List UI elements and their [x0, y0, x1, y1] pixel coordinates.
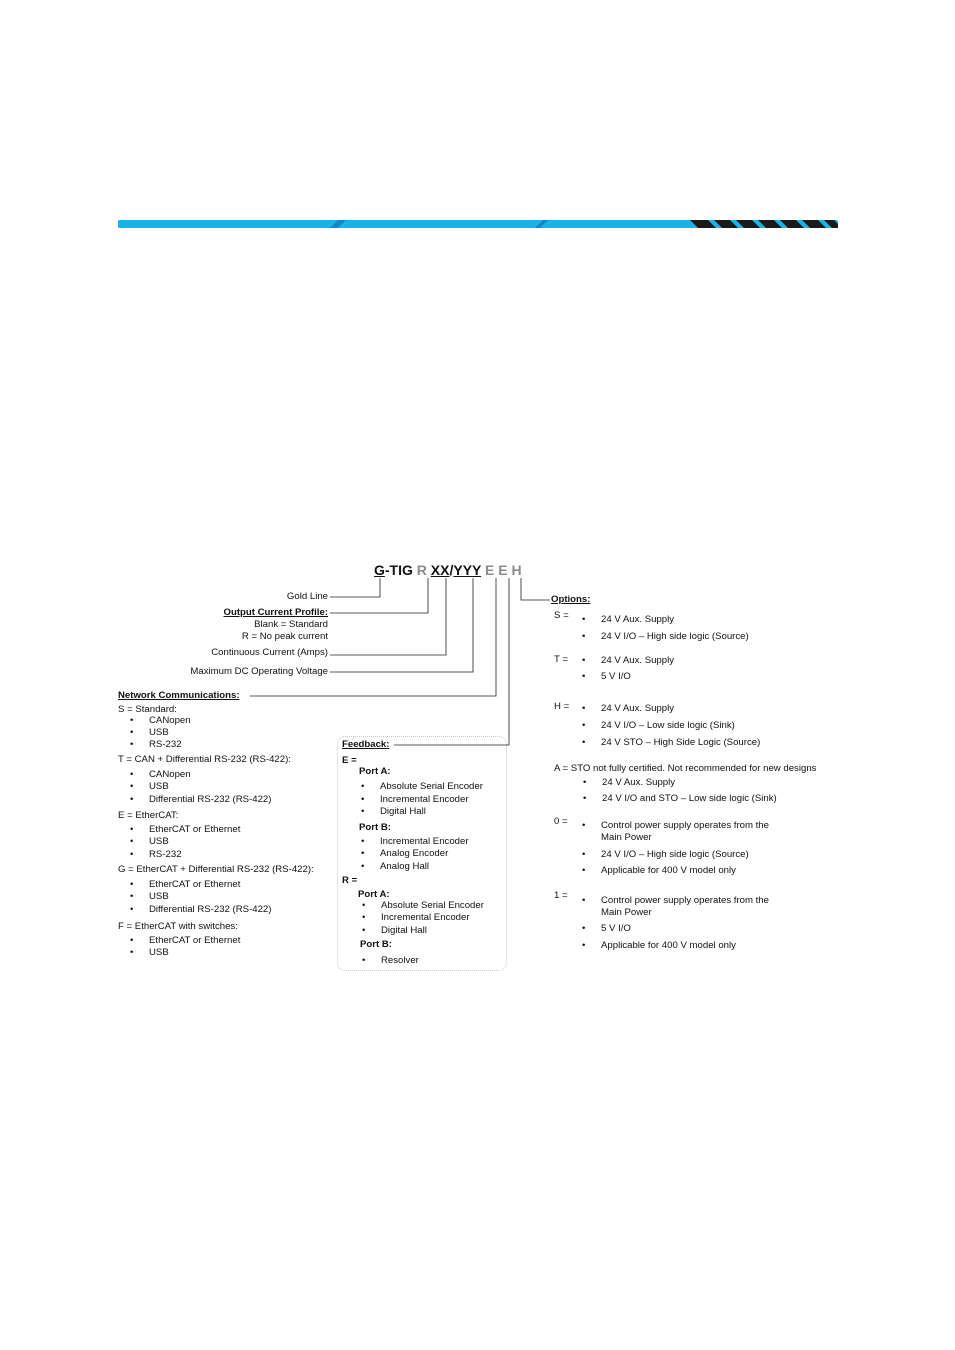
code-slash: /: [449, 562, 454, 578]
option-s-label: S =: [554, 610, 569, 621]
code-tig: -TIG: [384, 562, 413, 578]
list-item-continued: Main Power: [601, 832, 652, 843]
code-g: G: [374, 562, 385, 578]
list-item: • Absolute Serial Encoder: [380, 781, 483, 793]
option-t-label: T =: [554, 654, 568, 665]
list-item: • 24 V I/O – High side logic (Source): [601, 849, 749, 861]
network-group-label: F = EtherCAT with switches:: [118, 921, 238, 932]
code-e2: E: [498, 562, 508, 578]
list-item: • 24 V Aux. Supply: [602, 777, 675, 789]
output-profile-item: Blank = Standard: [254, 619, 328, 630]
list-item: • USB: [149, 836, 169, 848]
list-item: • Differential RS-232 (RS-422): [149, 904, 271, 916]
list-item: • 24 V Aux. Supply: [601, 614, 674, 626]
list-item: • 24 V Aux. Supply: [601, 655, 674, 667]
max-voltage-label: Maximum DC Operating Voltage: [190, 666, 328, 677]
list-item: • USB: [149, 891, 169, 903]
feedback-e-port-b: Port B:: [359, 822, 391, 833]
list-item: • EtherCAT or Ethernet: [149, 879, 240, 891]
option-1-label: 1 =: [554, 890, 568, 901]
list-item: • EtherCAT or Ethernet: [149, 824, 240, 836]
network-group-label: S = Standard:: [118, 704, 177, 715]
gold-line-label: Gold Line: [286, 591, 328, 602]
code-e1: E: [485, 562, 495, 578]
code-xx: XX: [430, 562, 450, 578]
list-item: • Analog Hall: [380, 861, 429, 873]
list-item: • USB: [149, 781, 169, 793]
option-a-label: A = STO not fully certified. Not recommended for new designs: [554, 763, 817, 774]
list-item: • 24 V I/O – Low side logic (Sink): [601, 720, 735, 732]
code-yyy: YYY: [453, 562, 482, 578]
network-group-label: G = EtherCAT + Differential RS-232 (RS-422):: [118, 864, 314, 875]
list-item: • Differential RS-232 (RS-422): [149, 794, 271, 806]
feedback-title: Feedback:: [342, 739, 390, 750]
list-item: • 24 V STO – High Side Logic (Source): [601, 737, 760, 749]
network-title: Network Communications:: [118, 690, 240, 701]
part-number-code: [374, 561, 522, 579]
list-item: • Analog Encoder: [380, 848, 448, 860]
network-group-label: T = CAN + Differential RS-232 (RS-422):: [118, 754, 291, 765]
code-r: R: [416, 562, 427, 578]
feedback-e-port-a: Port A:: [359, 766, 391, 777]
list-item: • 24 V I/O and STO – Low side logic (Sink): [602, 793, 777, 805]
list-item: • Digital Hall: [380, 806, 426, 818]
list-item: • Control power supply operates from the: [601, 820, 769, 832]
option-0-label: 0 =: [554, 816, 568, 827]
list-item: • RS-232: [149, 849, 182, 861]
options-title: Options:: [551, 594, 591, 605]
option-h-label: H =: [554, 701, 570, 712]
list-item: • 5 V I/O: [601, 671, 631, 683]
list-item: • CANopen: [149, 769, 191, 781]
list-item: • USB: [149, 947, 169, 959]
feedback-r-port-a: Port A:: [358, 889, 390, 900]
list-item-continued: Main Power: [601, 907, 652, 918]
list-item: • 24 V Aux. Supply: [601, 703, 674, 715]
list-item: • Resolver: [381, 955, 419, 967]
list-item: • Applicable for 400 V model only: [601, 865, 736, 877]
list-item: • 24 V I/O – High side logic (Source): [601, 631, 749, 643]
network-group-label: E = EtherCAT:: [118, 810, 179, 821]
feedback-r-label: R =: [342, 875, 358, 886]
list-item: • Control power supply operates from the: [601, 895, 769, 907]
feedback-e-label: E =: [342, 755, 357, 766]
list-item: • EtherCAT or Ethernet: [149, 935, 240, 947]
list-item: • CANopen: [149, 715, 191, 727]
list-item: • Absolute Serial Encoder: [381, 900, 484, 912]
list-item: • Incremental Encoder: [380, 836, 469, 848]
feedback-r-port-b: Port B:: [360, 939, 392, 950]
output-profile-item: R = No peak current: [241, 631, 328, 642]
list-item: • Digital Hall: [381, 925, 427, 937]
output-profile-title: Output Current Profile:: [223, 607, 328, 618]
code-h: H: [511, 562, 522, 578]
list-item: • 5 V I/O: [601, 923, 631, 935]
list-item: • Incremental Encoder: [380, 794, 469, 806]
list-item: • USB: [149, 727, 169, 739]
list-item: • Incremental Encoder: [381, 912, 470, 924]
list-item: • Applicable for 400 V model only: [601, 940, 736, 952]
list-item: • RS-232: [149, 739, 182, 751]
continuous-current-label: Continuous Current (Amps): [211, 647, 328, 658]
